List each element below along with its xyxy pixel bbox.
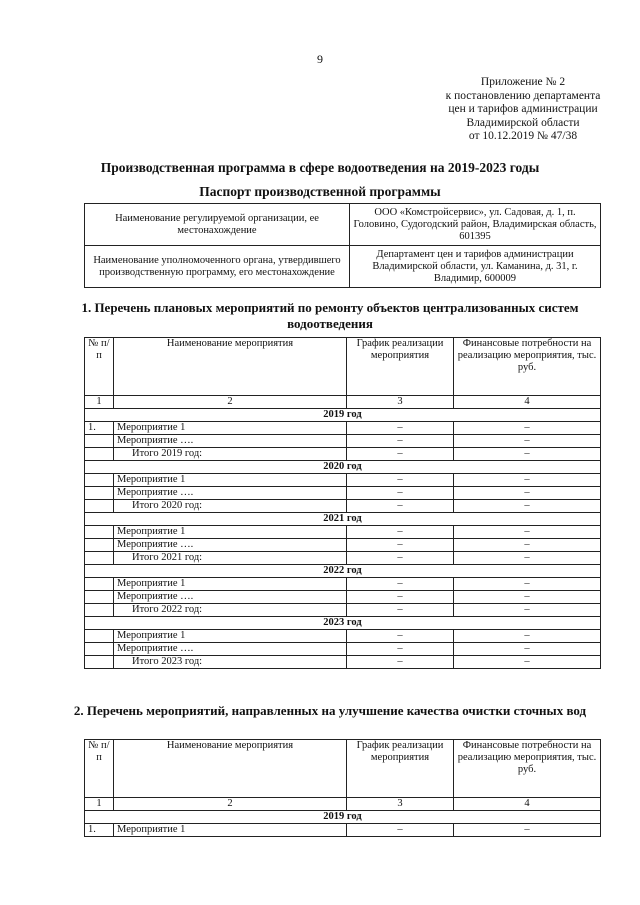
year-label: 2020 год: [85, 461, 601, 474]
header-row: [85, 338, 601, 396]
column-numbers-row: [85, 798, 601, 811]
schedule-cell: –: [347, 487, 454, 500]
finance-cell: –: [454, 539, 601, 552]
section2-title: 2. Перечень мероприятий, направленных на улучшение качества очистки сточных вод: [73, 703, 587, 718]
finance-cell: –: [454, 487, 601, 500]
header-name: Наименование мероприятия: [114, 338, 347, 396]
authority-value: Департамент цен и тарифов администрации Владимирской области, ул. Каманина, д. 31, г. Владимир, 600009: [350, 246, 601, 288]
row-number: [85, 643, 114, 656]
org-label: Наименование регулируемой организации, ее местонахождение: [85, 204, 350, 246]
finance-cell: –: [454, 604, 601, 617]
row-number: 1.: [85, 824, 114, 837]
year-label: 2019 год: [85, 409, 601, 422]
row-number: 1.: [85, 422, 114, 435]
appendix-line: к постановлению департамента: [445, 89, 601, 102]
year-row: [85, 617, 601, 630]
schedule-cell: –: [347, 474, 454, 487]
schedule-cell: –: [347, 630, 454, 643]
schedule-cell: –: [347, 539, 454, 552]
document-title: Производственная программа в сфере водоотведения на 2019-2023 годы: [100, 160, 540, 175]
appendix-line: цен и тарифов администрации: [448, 103, 598, 115]
schedule-cell: –: [347, 824, 454, 837]
year-row: [85, 811, 601, 824]
item-name: Мероприятие ….: [114, 591, 347, 604]
year-total: Итого 2023 год:: [114, 656, 347, 669]
year-label: 2021 год: [85, 513, 601, 526]
column-number: 3: [347, 396, 454, 409]
table-row: [85, 604, 601, 617]
section1-title: 1. Перечень плановых мероприятий по ремонту объектов централизованных систем водоотведения: [81, 300, 579, 331]
column-number: 3: [347, 798, 454, 811]
finance-cell: –: [454, 448, 601, 461]
appendix-line: от 10.12.2019 № 47/38: [468, 130, 578, 142]
org-value: ООО «Комстройсервис», ул. Садовая, д. 1, п. Головино, Судогодский район, Владимирская область, 601395: [350, 204, 601, 246]
row-number: [85, 474, 114, 487]
passport-row: [85, 204, 601, 246]
finance-cell: –: [454, 474, 601, 487]
year-row: [85, 565, 601, 578]
item-name: Мероприятие 1: [114, 824, 347, 837]
item-name: Мероприятие ….: [114, 487, 347, 500]
column-number: 1: [85, 798, 114, 811]
column-number: 4: [454, 798, 601, 811]
finance-cell: –: [454, 435, 601, 448]
year-row: [85, 513, 601, 526]
finance-cell: –: [454, 591, 601, 604]
table-row: [85, 474, 601, 487]
item-name: Мероприятие 1: [114, 474, 347, 487]
table-row: [85, 643, 601, 656]
authority-label: Наименование уполномоченного органа, утвердившего производственную программу, его местонахождение: [85, 246, 350, 288]
year-total: Итого 2022 год:: [114, 604, 347, 617]
item-name: Мероприятие ….: [114, 643, 347, 656]
row-number: [85, 539, 114, 552]
table-row: [85, 552, 601, 565]
header-schedule: График реализации мероприятия: [347, 338, 454, 396]
schedule-cell: –: [347, 422, 454, 435]
row-number: [85, 630, 114, 643]
finance-cell: –: [454, 552, 601, 565]
column-number: 2: [114, 798, 347, 811]
item-name: Мероприятие 1: [114, 578, 347, 591]
table-row: [85, 526, 601, 539]
table-row: [85, 422, 601, 435]
item-name: Мероприятие 1: [114, 630, 347, 643]
header-finance: Финансовые потребности на реализацию мероприятия, тыс. руб.: [454, 338, 601, 396]
schedule-cell: –: [347, 643, 454, 656]
finance-cell: –: [454, 824, 601, 837]
row-number: [85, 487, 114, 500]
row-number: [85, 435, 114, 448]
finance-cell: –: [454, 643, 601, 656]
appendix-line: Приложение № 2: [480, 76, 566, 88]
item-name: Мероприятие 1: [114, 526, 347, 539]
schedule-cell: –: [347, 578, 454, 591]
item-name: Мероприятие ….: [114, 539, 347, 552]
schedule-cell: –: [347, 604, 454, 617]
row-number: [85, 578, 114, 591]
table-row: [85, 539, 601, 552]
table-row: [85, 578, 601, 591]
page-number: 9: [317, 52, 323, 66]
year-row: [85, 461, 601, 474]
column-number: 4: [454, 396, 601, 409]
appendix-block: [408, 76, 638, 144]
header-name: Наименование мероприятия: [114, 740, 347, 798]
header-row: [85, 740, 601, 798]
column-numbers-row: [85, 396, 601, 409]
row-number: [85, 656, 114, 669]
row-number: [85, 552, 114, 565]
year-label: 2023 год: [85, 617, 601, 630]
schedule-cell: –: [347, 500, 454, 513]
row-number: [85, 604, 114, 617]
section2-table: [84, 739, 601, 837]
table-row: [85, 500, 601, 513]
row-number: [85, 591, 114, 604]
item-name: Мероприятие ….: [114, 435, 347, 448]
finance-cell: –: [454, 526, 601, 539]
finance-cell: –: [454, 630, 601, 643]
table-row: [85, 435, 601, 448]
column-number: 1: [85, 396, 114, 409]
passport-row: [85, 246, 601, 288]
finance-cell: –: [454, 500, 601, 513]
passport-title: Паспорт производственной программы: [199, 184, 441, 199]
row-number: [85, 526, 114, 539]
schedule-cell: –: [347, 526, 454, 539]
schedule-cell: –: [347, 656, 454, 669]
table-row: [85, 448, 601, 461]
finance-cell: –: [454, 422, 601, 435]
year-total: Итого 2021 год:: [114, 552, 347, 565]
row-number: [85, 448, 114, 461]
row-number: [85, 500, 114, 513]
item-name: Мероприятие 1: [114, 422, 347, 435]
section1-table: [84, 337, 601, 669]
schedule-cell: –: [347, 435, 454, 448]
header-no: № п/п: [85, 740, 114, 798]
header-schedule: График реализации мероприятия: [347, 740, 454, 798]
table-row: [85, 656, 601, 669]
year-total: Итого 2019 год:: [114, 448, 347, 461]
table-row: [85, 487, 601, 500]
column-number: 2: [114, 396, 347, 409]
finance-cell: –: [454, 656, 601, 669]
schedule-cell: –: [347, 448, 454, 461]
finance-cell: –: [454, 578, 601, 591]
header-no: № п/п: [85, 338, 114, 396]
appendix-line: Владимирской области: [466, 116, 580, 129]
year-row: [85, 409, 601, 422]
schedule-cell: –: [347, 552, 454, 565]
table-row: [85, 630, 601, 643]
table-row: [85, 824, 601, 837]
year-label: 2022 год: [85, 565, 601, 578]
table-row: [85, 591, 601, 604]
passport-table: [84, 203, 601, 288]
schedule-cell: –: [347, 591, 454, 604]
header-finance: Финансовые потребности на реализацию мероприятия, тыс. руб.: [454, 740, 601, 798]
year-label: 2019 год: [85, 811, 601, 824]
year-total: Итого 2020 год:: [114, 500, 347, 513]
